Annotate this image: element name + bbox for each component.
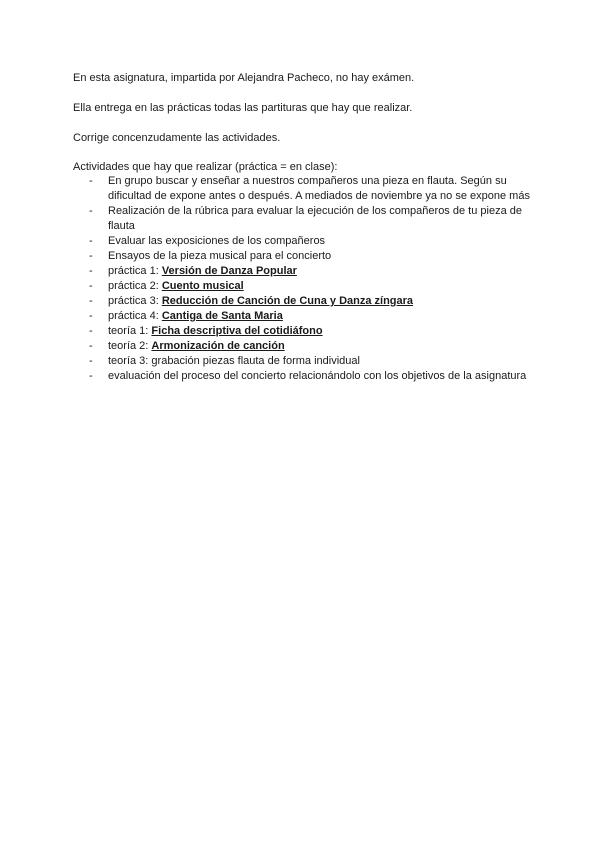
list-item: - teoría 3: grabación piezas flauta de forma individual [89, 355, 360, 367]
list-item: - En grupo buscar y enseñar a nuestros compañeros una pieza en flauta. Según su dificultad de expone antes o después. A mediados de noviembre ya no se expone más [89, 175, 530, 202]
list-item: - práctica 2: Cuento musical [89, 280, 244, 292]
list-item: - práctica 4: Cantiga de Santa Maria [89, 310, 283, 322]
practica-1-link[interactable]: Versión de Danza Popular [161, 265, 297, 277]
list-item: - Realización de la rúbrica para evaluar la ejecución de los compañeros de tu pieza de flauta [89, 205, 522, 232]
teoria-2-link[interactable]: Armonización de canción [151, 340, 285, 352]
list-item: - teoría 2: Armonización de canción [89, 340, 285, 352]
practica-4-link[interactable]: Cantiga de Santa Maria [161, 310, 283, 322]
list-item: - Evaluar las exposiciones de los compañeros [89, 235, 326, 247]
activities-list [73, 174, 543, 384]
list-item: - práctica 3: Reducción de Canción de Cuna y Danza zíngara [89, 295, 414, 307]
teoria-1-link[interactable]: Ficha descriptiva del cotidiáfono [151, 325, 323, 337]
list-item: - evaluación del proceso del concierto relacionándolo con los objetivos de la asignatura [89, 370, 527, 382]
practica-3-link[interactable]: Reducción de Canción de Cuna y Danza zíngara [161, 295, 414, 307]
list-item: - teoría 1: Ficha descriptiva del cotidiáfono [89, 325, 323, 337]
intro-paragraph: En esta asignatura, impartida por Alejandra Pacheco, no hay exámen. [73, 72, 415, 84]
list-item: - práctica 1: Versión de Danza Popular [89, 265, 297, 277]
grading-paragraph: Corrige concenzudamente las actividades. [73, 132, 281, 144]
scores-paragraph: Ella entrega en las prácticas todas las partituras que hay que realizar. [73, 102, 413, 114]
practica-2-link[interactable]: Cuento musical [161, 280, 244, 292]
list-item: - Ensayos de la pieza musical para el concierto [89, 250, 332, 262]
activities-heading: Actividades que hay que realizar (práctica = en clase): [73, 161, 338, 173]
